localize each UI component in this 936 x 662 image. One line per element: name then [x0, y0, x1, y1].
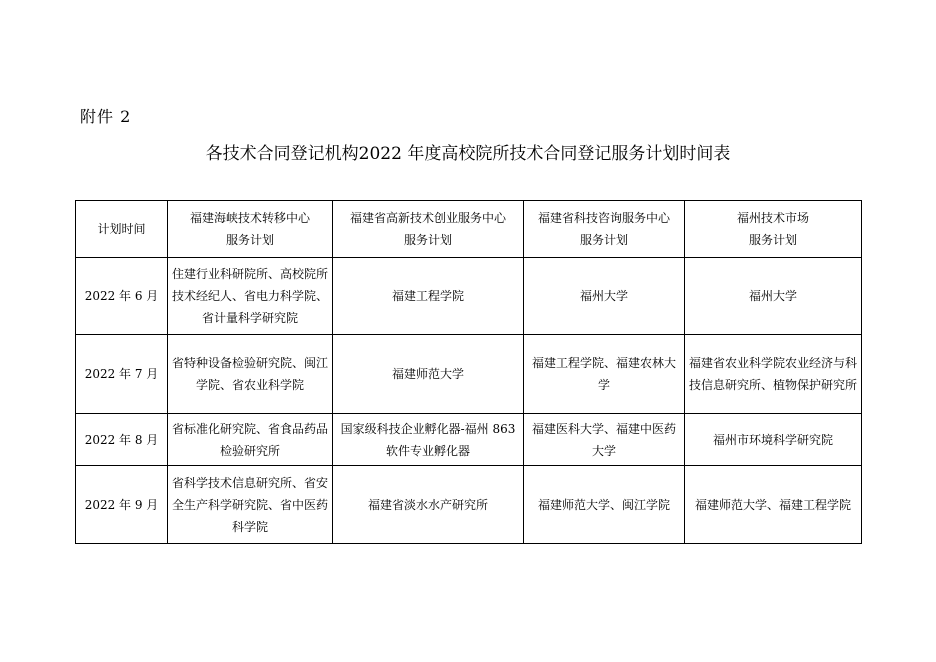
row-haixia-plan: 省标准化研究院、省食品药品检验研究所 — [168, 414, 333, 466]
document-title: 各技术合同登记机构2022 年度高校院所技术合同登记服务计划时间表 — [205, 144, 731, 164]
table-row — [76, 414, 862, 466]
header-hightech-center-name: 福建省高新技术创业服务中心 — [349, 211, 506, 225]
row-consulting-plan: 福州大学 — [524, 258, 685, 335]
header-fuzhou-market-name: 福州技术市场 — [736, 211, 809, 225]
row-time: 2022 年 8 月 — [76, 414, 168, 466]
row-fuzhou-plan: 福建省农业科学院农业经济与科技信息研究所、植物保护研究所 — [685, 335, 862, 414]
row-consulting-plan: 福建工程学院、福建农林大学 — [524, 335, 685, 414]
header-consulting-center-name: 福建省科技咨询服务中心 — [537, 211, 670, 225]
header-consulting-center-plan: 服务计划 — [579, 233, 628, 247]
header-haixia-center — [168, 201, 333, 258]
row-haixia-plan: 省科学技术信息研究所、省安全生产科学研究院、省中医药科学院 — [168, 466, 333, 544]
header-plan-time — [76, 201, 168, 258]
row-haixia-plan: 住建行业科研院所、高校院所技术经纪人、省电力科学院、省计量科学研究院 — [168, 258, 333, 335]
table-header-row — [76, 201, 862, 258]
table-row — [76, 258, 862, 335]
header-haixia-center-name: 福建海峡技术转移中心 — [189, 211, 310, 225]
header-fuzhou-market-plan: 服务计划 — [748, 233, 797, 247]
row-fuzhou-plan: 福建师范大学、福建工程学院 — [685, 466, 862, 544]
row-time: 2022 年 7 月 — [76, 335, 168, 414]
header-fuzhou-market — [685, 201, 862, 258]
row-consulting-plan: 福建医科大学、福建中医药大学 — [524, 414, 685, 466]
row-fuzhou-plan: 福州市环境科学研究院 — [685, 414, 862, 466]
row-time: 2022 年 9 月 — [76, 466, 168, 544]
row-hightech-plan: 福建省淡水水产研究所 — [333, 466, 524, 544]
header-consulting-center — [524, 201, 685, 258]
row-time: 2022 年 6 月 — [76, 258, 168, 335]
row-consulting-plan: 福建师范大学、闽江学院 — [524, 466, 685, 544]
row-haixia-plan: 省特种设备检验研究院、闽江学院、省农业科学院 — [168, 335, 333, 414]
service-plan-table — [75, 200, 862, 544]
row-hightech-plan: 国家级科技企业孵化器-福州 863 软件专业孵化器 — [333, 414, 524, 466]
header-haixia-center-plan: 服务计划 — [225, 233, 274, 247]
row-hightech-plan: 福建师范大学 — [333, 335, 524, 414]
header-hightech-center-plan: 服务计划 — [403, 233, 452, 247]
row-hightech-plan: 福建工程学院 — [333, 258, 524, 335]
table-row — [76, 335, 862, 414]
header-plan-time-text: 计划时间 — [97, 222, 146, 236]
header-hightech-center — [333, 201, 524, 258]
row-fuzhou-plan: 福州大学 — [685, 258, 862, 335]
attachment-label: 附件 2 — [80, 107, 132, 126]
table-row — [76, 466, 862, 544]
